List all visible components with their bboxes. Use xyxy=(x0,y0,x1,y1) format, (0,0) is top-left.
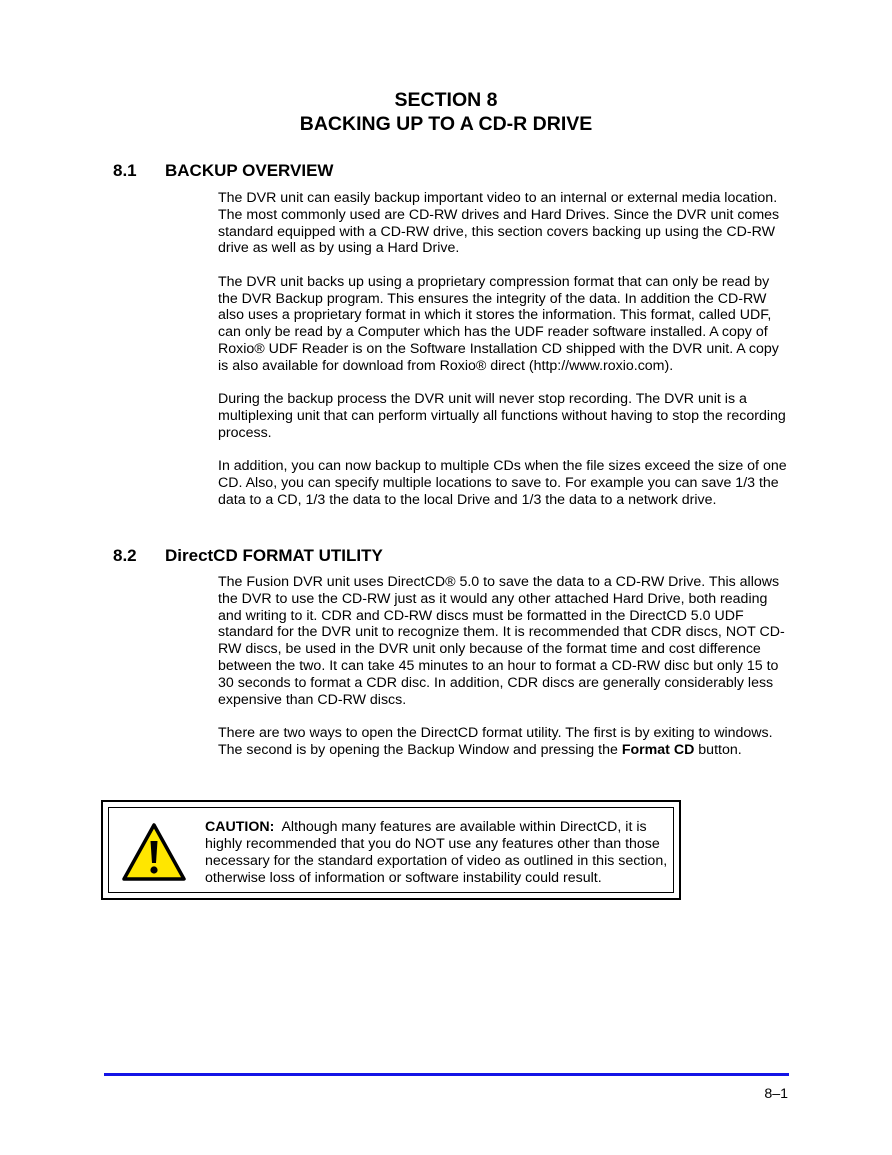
section-title: SECTION 8 xyxy=(394,89,498,111)
section-heading-text: DirectCD FORMAT UTILITY xyxy=(165,546,383,565)
warning-icon xyxy=(121,822,187,882)
paragraph: The DVR unit can easily backup important video to an internal or external media location. The most commonly used are CD-RW drives and Hard Drives. Since the DVR unit comes standard equipped with a CD-RW drive, this section covers backing up using the CD-RW drive as well as by using a Hard Drive. xyxy=(218,190,780,257)
page-title xyxy=(0,88,892,136)
section-heading-text: BACKUP OVERVIEW xyxy=(165,161,334,180)
paragraph: The Fusion DVR unit uses DirectCD® 5.0 to save the data to a CD-RW Drive. This allows the DVR to use the CD-RW just as it would any other attached Hard Drive, both reading and writing to it. CDR and CD-RW discs must be formatted in the DirectCD 5.0 UDF standard for the DVR unit to recognize them. It is recommended that CDR discs, NOT CD-RW discs, be used in the DVR unit only because of the format time and cost difference between the two. It can take 45 minutes to an hour to format a CD-RW disc but only 15 to 30 seconds to format a CDR disc. In addition, CDR discs are generally considerably less expensive than CD-RW discs. xyxy=(218,574,785,708)
paragraph-text: There are two ways to open the DirectCD format utility. The first is by exiting to windows. The second is by opening the Backup Window and pressing the xyxy=(218,724,773,758)
caution-message: Although many features are available within DirectCD, it is highly recommended that you do NOT use any features other than those necessary for the standard exportation of video as outlined in this section, otherwise loss of information or software instability could result. xyxy=(205,819,668,886)
section-heading-8-1 xyxy=(113,160,333,182)
page-number: 8–1 xyxy=(764,1086,788,1102)
caution-text xyxy=(205,819,677,887)
section-subtitle: BACKING UP TO A CD-R DRIVE xyxy=(299,113,593,135)
caution-label: CAUTION: xyxy=(205,819,275,835)
section-number: 8.1 xyxy=(113,161,137,180)
section-number: 8.2 xyxy=(113,546,137,565)
caution-box xyxy=(101,800,681,900)
footer-rule xyxy=(104,1073,789,1076)
format-cd-label: Format CD xyxy=(621,741,695,758)
section-body-8-2 xyxy=(218,574,788,775)
paragraph-text: button. xyxy=(694,741,742,758)
paragraph xyxy=(218,725,788,759)
paragraph: In addition, you can now backup to multiple CDs when the file sizes exceed the size of one CD. Also, you can specify multiple locations to save to. For example you can save 1/3 the data to a CD, 1/3 the data to the local Drive and 1/3 the data to a network drive. xyxy=(218,458,787,508)
paragraph: The DVR unit backs up using a proprietary compression format that can only be read by the DVR Backup program. This ensures the integrity of the data. In addition the CD-RW also uses a proprietary format in which it stores the information. This format, called UDF, can only be read by a Computer which has the UDF reader software installed. A copy of Roxio® UDF Reader is on the Software Installation CD shipped with the DVR unit. A copy is also available for download from Roxio® direct (http://www.roxio.com). xyxy=(218,273,779,374)
section-heading-8-2 xyxy=(113,545,383,567)
section-body-8-1 xyxy=(218,190,788,525)
paragraph: During the backup process the DVR unit will never stop recording. The DVR unit is a multiplexing unit that can perform virtually all functions without having to stop the recording process. xyxy=(218,391,786,441)
caution-box-inner xyxy=(108,807,674,893)
